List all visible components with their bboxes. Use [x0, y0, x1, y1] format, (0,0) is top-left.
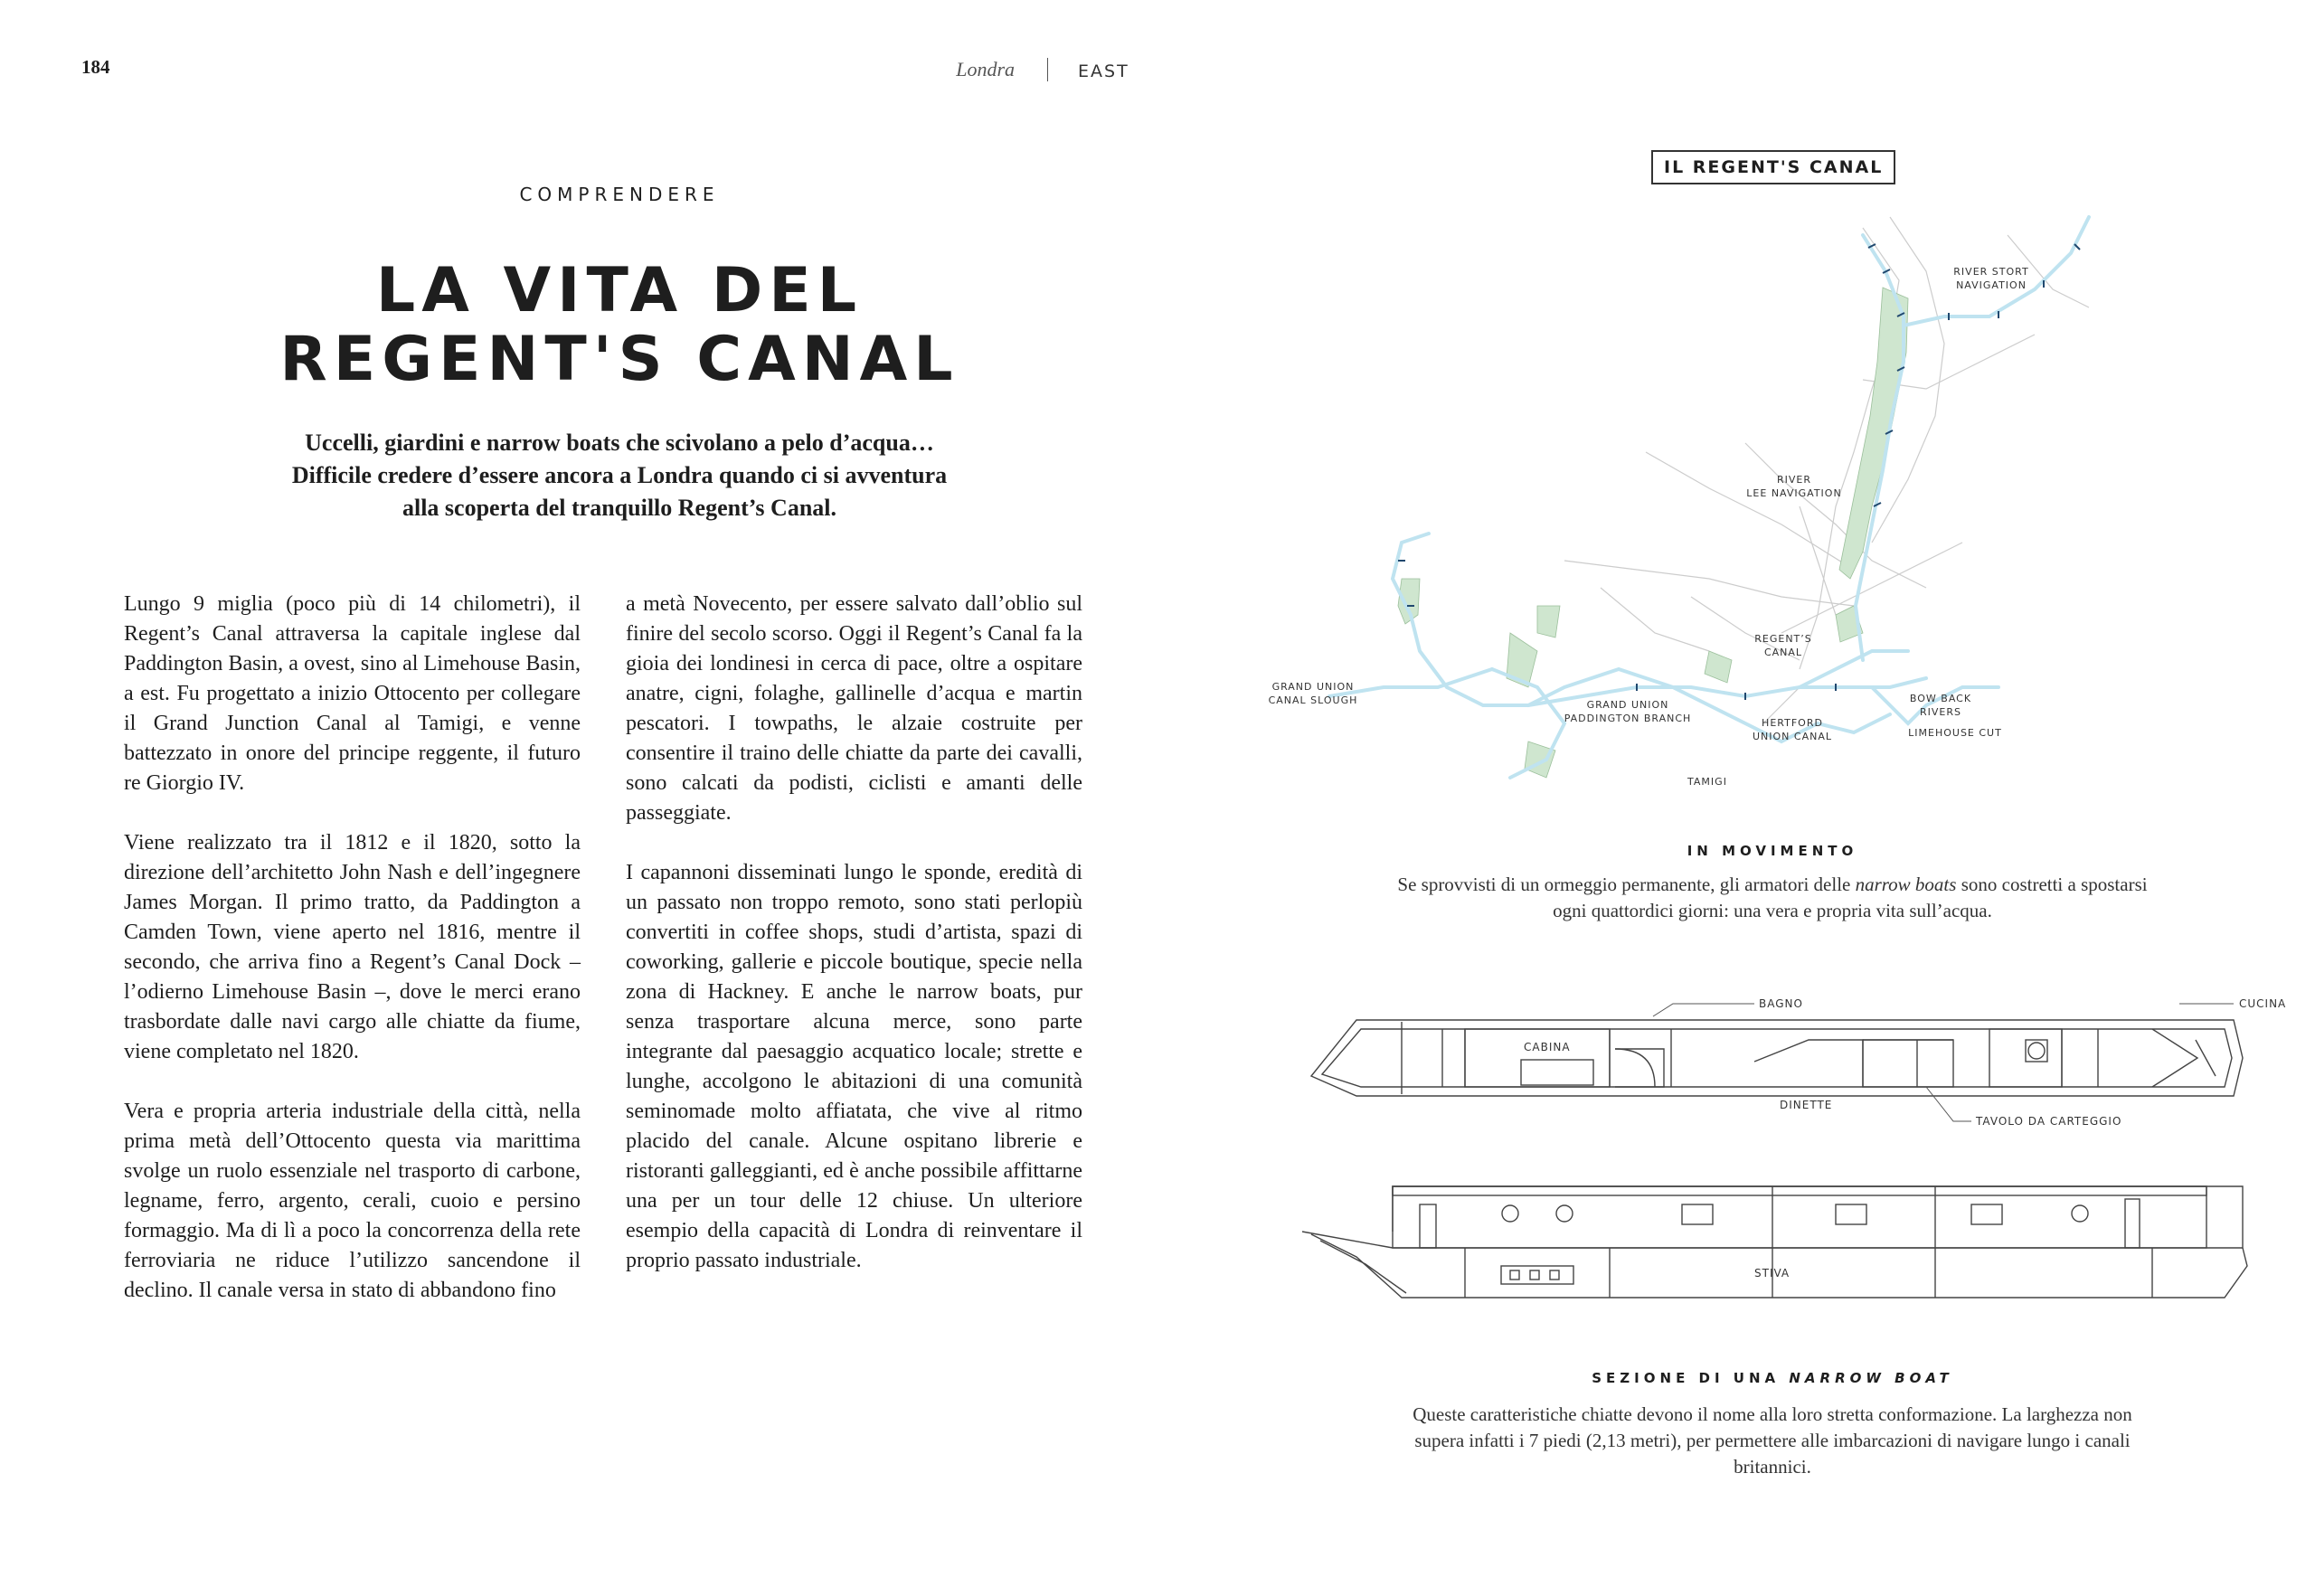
body-paragraph: Vera e propria arteria industriale della città, nella prima metà dell’Ottocento questa via marittima svolge un ruolo essenziale nel trasporto di carbone, legname, ferro, argento, cerali, cuoio e persino formaggio. Ma di lì a poco la concorrenza della rete ferroviaria ne riduce l’utilizzo sancendone il declino. Il canale versa in stato di abbandono fino: [124, 1100, 581, 1302]
caption-heading-italic: NARROW BOAT: [1789, 1370, 1953, 1386]
map-label-slough-2: CANAL SLOUGH: [1268, 694, 1358, 706]
map-label-hertford-2: UNION CANAL: [1753, 731, 1832, 742]
map-label-regents-canal-2: CANAL: [1763, 647, 1803, 658]
lede-line-1: Uccelli, giardini e narrow boats che scivolano a pelo d’acqua…: [305, 430, 934, 456]
map-waterways: [1329, 217, 2089, 778]
map-title-box: IL REGENT'S CANAL: [1651, 150, 1895, 184]
caption-section-line-1: Queste caratteristiche chiatte devono il nome alla loro stretta conformazione. La larghezza non: [1413, 1403, 2132, 1425]
caption-section-text: [1356, 1402, 2188, 1480]
body-column-right: [626, 590, 1082, 1306]
map-label-regents-canal: REGENT’S: [1754, 633, 1812, 645]
caption-movement-text: [1329, 872, 2216, 924]
page-number: 184: [81, 56, 110, 78]
article-title: [0, 257, 1239, 394]
boat-label-tavolo: TAVOLO DA CARTEGGIO: [1976, 1115, 2122, 1128]
article-title-line-2: REGENT'S CANAL: [279, 324, 959, 395]
lede-line-2: Difficile credere d’essere ancora a Londra quando ci si avventura: [291, 462, 948, 488]
caption-section-line-3: britannici.: [1734, 1456, 1811, 1478]
article-kicker: COMPRENDERE: [519, 184, 720, 205]
map-label-slough: GRAND UNION: [1271, 681, 1355, 693]
boat-label-leaders: [1653, 1004, 2234, 1121]
caption-italic: narrow boats: [1855, 874, 1957, 895]
caption-text: sono costretti a spostarsi: [1956, 874, 2148, 895]
body-paragraph: Lungo 9 miglia (poco più di 14 chilometri), il Regent’s Canal attraversa la capitale inglese dal Paddington Basin, a ovest, sino al Limehouse Basin, a est. Fu progettato a inizio Ottocento per collegare il Grand Junction Canal al Tamigi, e venne battezzato in onore del principe reggente, il futuro re Giorgio IV.: [124, 592, 581, 795]
caption-movement-heading: IN MOVIMENTO: [1687, 843, 1858, 859]
boat-plan-view: [1311, 1020, 2243, 1096]
boat-label-stiva: STIVA: [1754, 1267, 1791, 1280]
running-head-section: EAST: [1078, 61, 1129, 81]
caption-movement-line-2: ogni quattordici giorni: una vera e propria vita sull’acqua.: [1553, 900, 1992, 921]
caption-section-heading: [1501, 1370, 2044, 1386]
boat-label-dinette: DINETTE: [1780, 1099, 1833, 1111]
map-label-limehouse-cut: LIMEHOUSE CUT: [1908, 727, 2002, 739]
body-paragraph: a metà Novecento, per essere salvato dall’oblio sul finire del secolo scorso. Oggi il Regent’s Canal fa la gioia dei londinesi in cerca di pace, oltre a ospitare anatre, cigni, folaghe, gallinelle d’acqua e martin pescatori. I towpaths, le alzaie costruite per consentire il traino delle chiatte da parte dei cavalli, sono calcati da podisti, ciclisti e amanti delle passeggiate.: [626, 592, 1082, 825]
map-label-river-stort-2: NAVIGATION: [1956, 279, 2027, 291]
caption-heading-text: SEZIONE DI UNA: [1592, 1370, 1790, 1386]
running-head: [904, 54, 1167, 85]
body-paragraph: Viene realizzato tra il 1812 e il 1820, sotto la direzione dell’architetto John Nash e dell’ingegnere James Morgan. Il primo tratto, da Paddington a Camden Town, viene aperto nel 1816, mentre il secondo, che arriva fino a Regent’s Canal Dock – l’odierno Limehouse Basin –, dove le merci erano trasbordate dalle navi cargo alle chiatte da fiume, viene completato nel 1820.: [124, 831, 581, 1063]
map-road-lines: [1564, 217, 2089, 723]
article-title-line-1: LA VITA DEL: [375, 255, 864, 326]
regents-canal-map: [1239, 181, 2197, 814]
boat-label-bagno: BAGNO: [1759, 997, 1803, 1010]
map-label-hertford: HERTFORD: [1762, 717, 1823, 729]
caption-section-line-2: supera infatti i 7 piedi (2,13 metri), per permettere alle imbarcazioni di navigare lungo i canali: [1414, 1430, 2131, 1451]
map-label-river-lee: RIVER: [1776, 474, 1812, 486]
map-label-tamigi: TAMIGI: [1687, 776, 1727, 788]
body-paragraph: I capannoni disseminati lungo le sponde, eredità di un passato non troppo remoto, sono stati perlopiù convertiti in coffee shops, studi d’artista, spazi di coworking, gallerie e piccole boutique, specie nella zona di Hackney. E anche le narrow boats, pur senza trasportare alcuna merce, sono parte integrante dal paesaggio acquatico locale; strette e lunghe, accolgono le abitazioni di una comunità seminomade molto affiatata, che vive al ritmo placido del canale. Alcune ospitano librerie e ristoranti galleggianti, ed è anche possibile affittarne una per un tour delle 12 chiuse. Un ulteriore esempio della capacità di Londra di reinventare il proprio passato industriale.: [626, 861, 1082, 1272]
map-label-river-lee-2: LEE NAVIGATION: [1746, 487, 1842, 499]
map-label-paddington-2: PADDINGTON BRANCH: [1564, 713, 1692, 724]
lede-line-3: alla scoperta del tranquillo Regent’s Canal.: [402, 495, 837, 521]
boat-label-cabina: CABINA: [1524, 1041, 1571, 1053]
boat-label-cucina: CUCINA: [2239, 997, 2287, 1010]
running-head-separator: [1047, 58, 1048, 81]
boat-side-view: [1302, 1186, 2247, 1298]
map-lock-marks: [1398, 244, 2080, 700]
map-label-paddington: GRAND UNION: [1586, 699, 1669, 711]
narrow-boat-diagram: [1284, 986, 2287, 1347]
map-label-bow-back: BOW BACK: [1909, 693, 1972, 704]
article-lede: [244, 427, 995, 524]
map-label-river-stort: RIVER STORT: [1953, 266, 2029, 278]
caption-movement-line-1: [1329, 872, 2216, 898]
caption-text: Se sprovvisti di un ormeggio permanente, gli armatori delle: [1397, 874, 1856, 895]
running-head-city: Londra: [956, 58, 1015, 80]
body-column-left: [124, 590, 581, 1336]
map-label-bow-back-2: RIVERS: [1920, 706, 1961, 718]
